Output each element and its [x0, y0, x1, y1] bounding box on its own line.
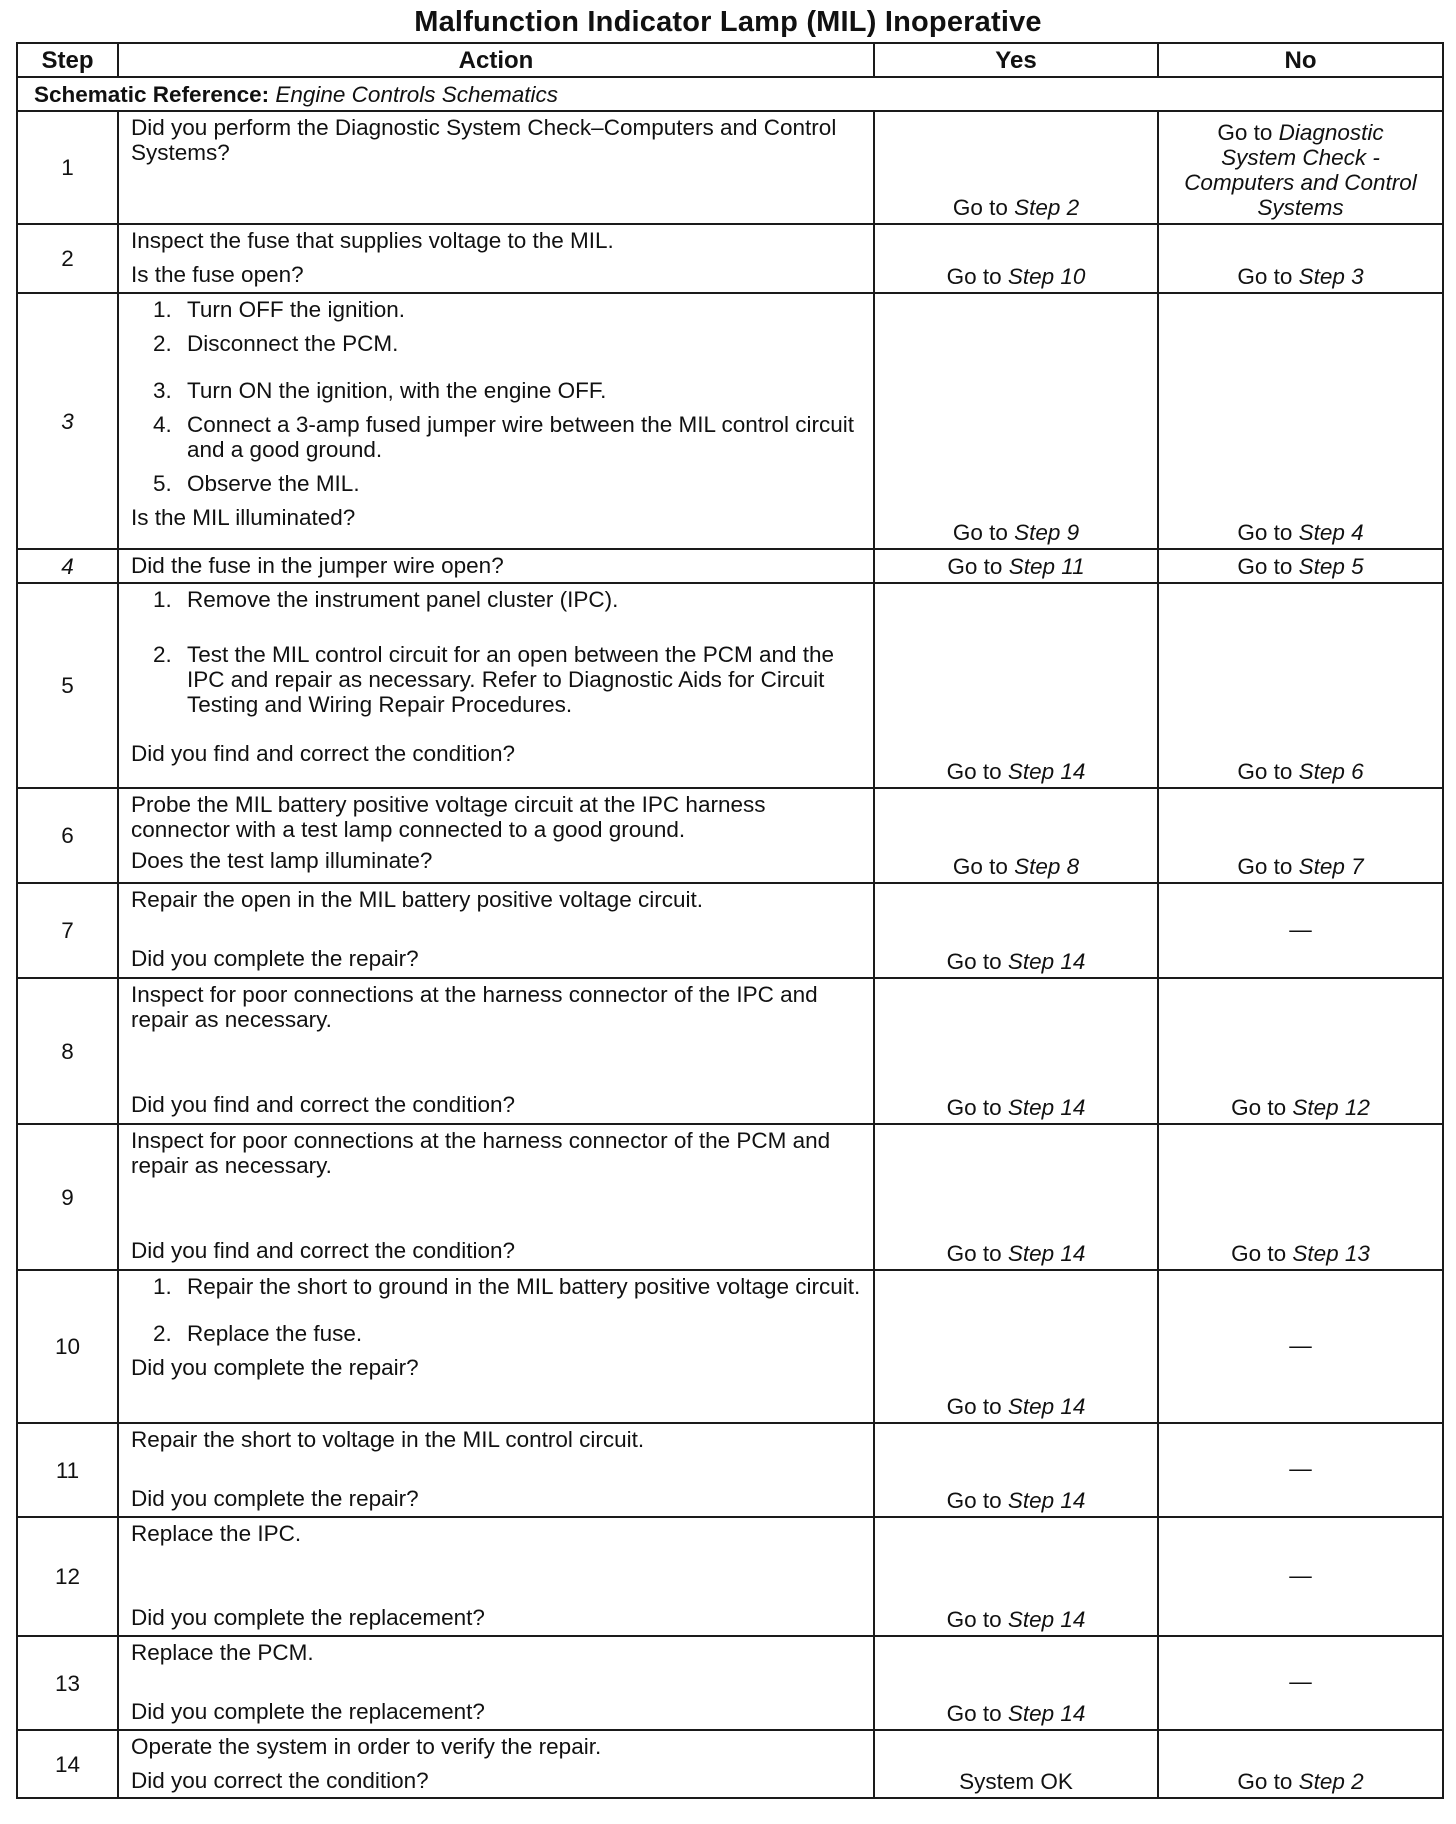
no-cell: [1158, 549, 1443, 583]
procedure-list: [131, 587, 865, 717]
procedure-item: 1. Repair the short to ground in the MIL battery positive voltage circuit.: [153, 1274, 861, 1299]
table-row: [17, 1423, 1443, 1517]
yes-cell: [874, 224, 1158, 293]
no-step-ref: Step 13: [1292, 1241, 1370, 1266]
action-cell: [118, 293, 874, 549]
action-cell: [118, 1730, 874, 1798]
no-prefix: Go to: [1237, 264, 1299, 289]
step-number: 6: [17, 788, 118, 883]
no-cell: [1158, 293, 1443, 549]
action-question: Did you find and correct the condition?: [131, 1092, 515, 1117]
no-prefix: Go to: [1217, 120, 1279, 145]
yes-step-ref: Step 14: [1007, 1701, 1086, 1726]
no-prefix: Go to: [1237, 520, 1299, 545]
action-cell: [118, 111, 874, 224]
yes-step-ref: Step 10: [1007, 264, 1086, 289]
table-row: [17, 1636, 1443, 1730]
yes-step-ref: Step 14: [1007, 1241, 1086, 1266]
action-question: Did you complete the repair?: [131, 946, 419, 971]
no-step-ref: Step 5: [1298, 554, 1364, 579]
yes-step-ref: Step 2: [1014, 195, 1080, 220]
no-cell: [1158, 224, 1443, 293]
yes-cell: [874, 583, 1158, 788]
action-text: Probe the MIL battery positive voltage circuit at the IPC harness connector with a test lamp connected to a good ground.: [131, 792, 766, 842]
yes-prefix: Go to: [946, 949, 1008, 974]
procedure-item: 1. Remove the instrument panel cluster (IPC).: [153, 587, 619, 612]
no-prefix: Go to: [1231, 1241, 1293, 1266]
step-number: 9: [17, 1124, 118, 1270]
yes-prefix: Go to: [952, 854, 1015, 879]
yes-cell: [874, 1517, 1158, 1636]
yes-cell: [874, 978, 1158, 1124]
table-row: [17, 788, 1443, 883]
yes-prefix: Go to: [952, 195, 1015, 220]
no-cell: [1158, 978, 1443, 1124]
no-step-ref: Diagnostic System Check - Computers and Control Systems: [1184, 120, 1417, 220]
action-cell: [118, 1517, 874, 1636]
yes-cell: [874, 788, 1158, 883]
table-row: [17, 583, 1443, 788]
no-prefix: Go to: [1237, 1769, 1299, 1794]
yes-prefix: Go to: [946, 1095, 1008, 1120]
yes-step-ref: Step 11: [1008, 554, 1085, 579]
yes-cell: [874, 1636, 1158, 1730]
yes-step-ref: Step 9: [1014, 520, 1080, 545]
step-number: 8: [17, 978, 118, 1124]
action-cell: [118, 1124, 874, 1270]
table-row: [17, 1730, 1443, 1798]
action-text: Inspect for poor connections at the harness connector of the IPC and repair as necessary.: [131, 982, 818, 1032]
action-cell: [118, 788, 874, 883]
step-number: 14: [17, 1730, 118, 1798]
yes-prefix: Go to: [946, 264, 1008, 289]
header-step: Step: [17, 43, 118, 77]
action-cell: [118, 1270, 874, 1423]
procedure-item: 3. Turn ON the ignition, with the engine OFF.: [153, 378, 607, 403]
action-cell: [118, 883, 874, 978]
yes-prefix: Go to: [946, 1394, 1008, 1419]
action-question: Did you find and correct the condition?: [131, 741, 515, 766]
table-row: [17, 293, 1443, 549]
no-step-ref: Step 12: [1292, 1095, 1370, 1120]
step-number: 11: [17, 1423, 118, 1517]
action-question: Did you complete the replacement?: [131, 1605, 485, 1630]
yes-cell: [874, 111, 1158, 224]
table-row: [17, 1270, 1443, 1423]
action-cell: [118, 583, 874, 788]
action-text: Repair the open in the MIL battery positive voltage circuit.: [131, 887, 703, 912]
action-cell: [118, 1423, 874, 1517]
yes-prefix: Go to: [946, 1241, 1008, 1266]
procedure-list: [131, 297, 865, 496]
yes-step-ref: Step 8: [1014, 854, 1080, 879]
yes-cell: [874, 1270, 1158, 1423]
action-text: Repair the short to voltage in the MIL control circuit.: [131, 1427, 645, 1452]
no-cell: [1158, 583, 1443, 788]
step-number: 4: [17, 549, 118, 583]
header-action: Action: [118, 43, 874, 77]
yes-step-ref: Step 14: [1007, 1607, 1086, 1632]
header-row: [17, 43, 1443, 77]
yes-cell: [874, 1124, 1158, 1270]
no-step-ref: Step 7: [1298, 854, 1364, 879]
yes-cell: System OK: [874, 1730, 1158, 1798]
no-step-ref: Step 4: [1298, 520, 1364, 545]
action-cell: [118, 224, 874, 293]
yes-cell: [874, 883, 1158, 978]
table-row: [17, 111, 1443, 224]
diagnostic-table: [16, 42, 1444, 1799]
table-row: [17, 224, 1443, 293]
action-text: Replace the PCM.: [131, 1640, 314, 1665]
action-cell: [118, 549, 874, 583]
table-row: [17, 978, 1443, 1124]
no-cell: —: [1158, 1517, 1443, 1636]
yes-prefix: Go to: [952, 520, 1015, 545]
header-yes: Yes: [874, 43, 1158, 77]
no-cell: [1158, 1124, 1443, 1270]
action-question: Is the MIL illuminated?: [131, 505, 356, 530]
no-step-ref: Step 6: [1298, 759, 1364, 784]
step-number: 5: [17, 583, 118, 788]
yes-step-ref: Step 14: [1007, 1488, 1086, 1513]
yes-step-ref: Step 14: [1007, 1095, 1086, 1120]
no-step-ref: Step 2: [1298, 1769, 1364, 1794]
no-cell: [1158, 1730, 1443, 1798]
schematic-reference: [17, 77, 1443, 111]
action-question: Is the fuse open?: [131, 262, 304, 287]
step-number: 3: [17, 293, 118, 549]
procedure-item: 2. Disconnect the PCM.: [153, 331, 399, 356]
no-cell: —: [1158, 1636, 1443, 1730]
header-no: No: [1158, 43, 1443, 77]
action-text: Inspect for poor connections at the harness connector of the PCM and repair as necessary.: [131, 1128, 831, 1178]
step-number: 12: [17, 1517, 118, 1636]
procedure-item: 1. Turn OFF the ignition.: [153, 297, 406, 322]
table-row: [17, 883, 1443, 978]
action-cell: [118, 1636, 874, 1730]
no-prefix: Go to: [1231, 1095, 1293, 1120]
yes-prefix: Go to: [946, 1607, 1008, 1632]
step-number: 2: [17, 224, 118, 293]
action-question: Did you complete the repair?: [131, 1355, 419, 1380]
action-text: Replace the IPC.: [131, 1521, 302, 1546]
yes-cell: [874, 293, 1158, 549]
no-cell: —: [1158, 1423, 1443, 1517]
schematic-reference-label: Schematic Reference:: [34, 81, 270, 107]
step-number: 1: [17, 111, 118, 224]
action-question: Did you complete the replacement?: [131, 1699, 485, 1724]
yes-cell: [874, 1423, 1158, 1517]
no-step-ref: Step 3: [1298, 264, 1364, 289]
no-cell: —: [1158, 883, 1443, 978]
no-prefix: Go to: [1237, 759, 1299, 784]
no-cell: [1158, 788, 1443, 883]
action-text: Did the fuse in the jumper wire open?: [131, 553, 504, 578]
action-text: Did you perform the Diagnostic System Check–Computers and Control Systems?: [131, 115, 837, 165]
action-question: Does the test lamp illuminate?: [131, 848, 433, 873]
yes-prefix: Go to: [946, 1701, 1008, 1726]
action-question: Did you correct the condition?: [131, 1768, 429, 1793]
procedure-list: [131, 1274, 865, 1346]
no-cell: —: [1158, 1270, 1443, 1423]
table-row: [17, 549, 1443, 583]
no-prefix: Go to: [1237, 854, 1299, 879]
procedure-item: 2. Test the MIL control circuit for an open between the PCM and the IPC and repair as necessary. Refer to Diagnostic Aids for Circuit Testing and Wiring Repair Procedures.: [153, 642, 835, 717]
action-question: Did you find and correct the condition?: [131, 1238, 515, 1263]
step-number: 10: [17, 1270, 118, 1423]
procedure-item: 5. Observe the MIL.: [153, 471, 360, 496]
yes-step-ref: Step 14: [1007, 1394, 1086, 1419]
yes-prefix: Go to: [946, 759, 1008, 784]
no-prefix: Go to: [1237, 554, 1299, 579]
yes-prefix: Go to: [947, 554, 1009, 579]
procedure-item: 2. Replace the fuse.: [153, 1321, 363, 1346]
schematic-reference-value: Engine Controls Schematics: [275, 81, 559, 107]
action-question: Did you complete the repair?: [131, 1486, 419, 1511]
yes-cell: [874, 549, 1158, 583]
step-number: 7: [17, 883, 118, 978]
table-row: [17, 1124, 1443, 1270]
yes-step-ref: Step 14: [1007, 759, 1086, 784]
yes-prefix: Go to: [946, 1488, 1008, 1513]
procedure-item: 4. Connect a 3-amp fused jumper wire between the MIL control circuit and a good ground.: [153, 412, 854, 462]
table-row: [17, 1517, 1443, 1636]
page-title: Malfunction Indicator Lamp (MIL) Inoperative: [414, 6, 1042, 38]
yes-step-ref: Step 14: [1007, 949, 1086, 974]
step-number: 13: [17, 1636, 118, 1730]
schematic-reference-row: [17, 77, 1443, 111]
no-cell: [1158, 111, 1443, 224]
action-text: Operate the system in order to verify the repair.: [131, 1734, 602, 1759]
action-cell: [118, 978, 874, 1124]
action-text: Inspect the fuse that supplies voltage to the MIL.: [131, 228, 614, 253]
